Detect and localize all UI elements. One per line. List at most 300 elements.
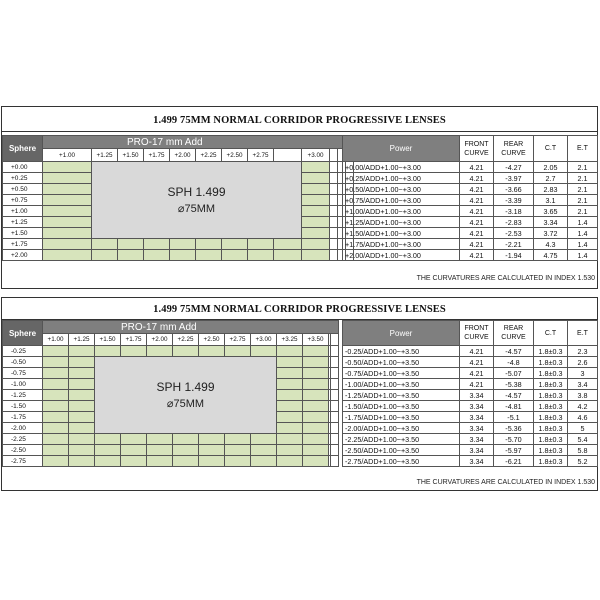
table-row: [343, 357, 598, 368]
rear-curve-value: -5.1: [494, 412, 534, 423]
grid-cell: [303, 390, 329, 401]
grid-cell: [170, 239, 196, 250]
grid-cell: [331, 412, 339, 423]
lens-spec-panel-minus: [1, 297, 598, 491]
add-sphere-grid: [2, 320, 339, 467]
add-column-header: +2.25: [196, 149, 222, 162]
table-row: [343, 368, 598, 379]
edge-thickness-value: 5.2: [568, 456, 598, 467]
power-value: -1.00/ADD+1.00~+3.50: [343, 379, 460, 390]
table-row: [343, 217, 598, 228]
grid-cell: [303, 401, 329, 412]
grid-cell: [144, 250, 170, 261]
edge-thickness-value: 5.4: [568, 434, 598, 445]
grid-cell: [95, 346, 121, 357]
edge-thickness-value: 3.4: [568, 379, 598, 390]
center-thickness-value: 1.8±0.3: [534, 445, 568, 456]
grid-cell: [277, 390, 303, 401]
rear-header: [494, 136, 534, 162]
et-header: [568, 136, 598, 162]
grid-cell: [303, 346, 329, 357]
front-curve-value: 4.21: [460, 173, 494, 184]
table-row: [343, 401, 598, 412]
power-value: -0.75/ADD+1.00~+3.50: [343, 368, 460, 379]
grid-cell: [121, 445, 147, 456]
center-thickness-value: 3.1: [534, 195, 568, 206]
front-curve-value: 4.21: [460, 239, 494, 250]
grid-cell: [43, 401, 69, 412]
table-row: [343, 206, 598, 217]
sphere-value: +1.75: [3, 239, 43, 250]
rear-curve-value: -6.21: [494, 456, 534, 467]
et-header: [568, 321, 598, 346]
center-thickness-value: 1.8±0.3: [534, 379, 568, 390]
power-value: -2.25/ADD+1.00~+3.50: [343, 434, 460, 445]
grid-cell: [43, 445, 69, 456]
grid-cell: [277, 445, 303, 456]
grid-cell: [277, 357, 303, 368]
add-column-header: +1.75: [144, 149, 170, 162]
grid-cell: [277, 401, 303, 412]
table-row: [343, 456, 598, 467]
grid-cell: [330, 162, 338, 173]
grid-cell: [43, 357, 69, 368]
front-curve-value: 3.34: [460, 423, 494, 434]
edge-thickness-value: 2.1: [568, 173, 598, 184]
add-column-header: +3.50: [303, 334, 329, 346]
grid-cell: [43, 239, 92, 250]
front-curve-value: 3.34: [460, 401, 494, 412]
add-column-header: +3.00: [302, 149, 330, 162]
grid-cell: [302, 173, 330, 184]
add-column-header: +2.00: [170, 149, 196, 162]
grid-cell: [251, 456, 277, 467]
grid-cell: [331, 390, 339, 401]
sphere-value: +0.25: [3, 173, 43, 184]
grid-cell: [248, 239, 274, 250]
edge-thickness-value: 2.1: [568, 184, 598, 195]
grid-cell: [331, 357, 339, 368]
grid-cell: [43, 423, 69, 434]
table-row: [343, 162, 598, 173]
sph-box-index: SPH 1.499: [167, 185, 226, 199]
rear-curve-value: -3.66: [494, 184, 534, 195]
add-column-header: +1.00: [43, 334, 69, 346]
grid-cell: [248, 250, 274, 261]
table-row: [343, 250, 598, 261]
power-value: +1.50/ADD+1.00~+3.00: [343, 228, 460, 239]
front-header: [460, 321, 494, 346]
power-value: -1.50/ADD+1.00~+3.50: [343, 401, 460, 412]
et-header-label: E.T: [577, 145, 588, 152]
power-value: +0.25/ADD+1.00~+3.00: [343, 173, 460, 184]
grid-cell: [199, 445, 225, 456]
power-header: Power: [343, 136, 460, 162]
grid-cell: [173, 456, 199, 467]
pro-add-header: [43, 136, 354, 149]
panel-title: 1.499 75MM NORMAL CORRIDOR PROGRESSIVE LENSES: [153, 115, 446, 126]
rear-curve-value: -2.53: [494, 228, 534, 239]
center-thickness-value: 2.7: [534, 173, 568, 184]
grid-cell: [302, 217, 330, 228]
grid-cell: [92, 250, 118, 261]
front-curve-value: 4.21: [460, 217, 494, 228]
grid-cell: [43, 368, 69, 379]
rear-curve-value: -5.07: [494, 368, 534, 379]
grid-cell: [251, 346, 277, 357]
rear-curve-value: -4.27: [494, 162, 534, 173]
grid-cell: [303, 412, 329, 423]
center-thickness-value: 3.65: [534, 206, 568, 217]
front-curve-value: 4.21: [460, 357, 494, 368]
rear-curve-value: -5.70: [494, 434, 534, 445]
grid-cell: [303, 445, 329, 456]
add-column-header: +2.75: [225, 334, 251, 346]
grid-cell: [331, 368, 339, 379]
grid-cell: [43, 250, 92, 261]
front-header-label: FRONT CURVE: [464, 140, 489, 157]
rear-curve-value: -4.57: [494, 390, 534, 401]
grid-cell: [222, 250, 248, 261]
rear-header: [494, 321, 534, 346]
rear-curve-value: -5.38: [494, 379, 534, 390]
power-value: +2.00/ADD+1.00~+3.00: [343, 250, 460, 261]
grid-cell: [43, 162, 92, 173]
sphere-value: +0.50: [3, 184, 43, 195]
rear-curve-value: -4.8: [494, 357, 534, 368]
sphere-value: +1.25: [3, 217, 43, 228]
front-curve-value: 4.21: [460, 250, 494, 261]
sph-box-diameter: ⌀75MM: [166, 398, 205, 410]
grid-cell: [225, 434, 251, 445]
grid-cell: [225, 445, 251, 456]
grid-cell: [121, 346, 147, 357]
front-curve-value: 4.21: [460, 346, 494, 357]
table-row: [343, 346, 598, 357]
sphere-value: -2.25: [3, 434, 43, 445]
grid-cell: [43, 228, 92, 239]
add-column-header: +1.50: [118, 149, 144, 162]
sph-box-diameter: ⌀75MM: [177, 203, 216, 215]
edge-thickness-value: 2.1: [568, 162, 598, 173]
grid-cell: [302, 195, 330, 206]
table-row: [343, 228, 598, 239]
sphere-value: +2.00: [3, 250, 43, 261]
sphere-value: +1.00: [3, 206, 43, 217]
edge-thickness-value: 4.6: [568, 412, 598, 423]
grid-cell: [277, 368, 303, 379]
add-column-header: +1.25: [69, 334, 95, 346]
rear-header-label: REAR CURVE: [501, 325, 526, 341]
add-column-header: +2.25: [173, 334, 199, 346]
front-curve-value: 4.21: [460, 162, 494, 173]
grid-cell: [274, 239, 302, 250]
grid-cell: [69, 379, 95, 390]
center-thickness-value: 4.75: [534, 250, 568, 261]
blank-header-cell: [330, 149, 338, 162]
sphere-value: -1.75: [3, 412, 43, 423]
grid-cell: [277, 412, 303, 423]
grid-cell: [43, 412, 69, 423]
rear-header-label: REAR CURVE: [501, 140, 526, 157]
grid-cell: [118, 239, 144, 250]
front-curve-value: 3.34: [460, 390, 494, 401]
grid-cell: [330, 173, 338, 184]
grid-cell: [121, 456, 147, 467]
grid-cell: [69, 434, 95, 445]
sph-availability-box: [92, 162, 302, 239]
grid-cell: [330, 195, 338, 206]
front-curve-value: 3.34: [460, 412, 494, 423]
grid-cell: [330, 206, 338, 217]
edge-thickness-value: 4.2: [568, 401, 598, 412]
power-header: Power: [343, 321, 460, 346]
table-row: [343, 423, 598, 434]
grid-cell: [173, 445, 199, 456]
front-header: [460, 136, 494, 162]
ct-header: [534, 321, 568, 346]
grid-cell: [225, 456, 251, 467]
ct-header-label: C.T: [544, 145, 557, 152]
grid-cell: [331, 379, 339, 390]
ct-header: [534, 136, 568, 162]
power-value: +0.75/ADD+1.00~+3.00: [343, 195, 460, 206]
grid-cell: [95, 456, 121, 467]
index-note: THE CURVATURES ARE CALCULATED IN INDEX 1.530: [416, 275, 595, 282]
sph-availability-box: [95, 357, 277, 434]
edge-thickness-value: 1.4: [568, 250, 598, 261]
center-thickness-value: 3.72: [534, 228, 568, 239]
grid-cell: [196, 250, 222, 261]
center-thickness-value: 2.05: [534, 162, 568, 173]
grid-cell: [277, 379, 303, 390]
grid-cell: [199, 456, 225, 467]
grid-cell: [173, 434, 199, 445]
rear-curve-value: -1.94: [494, 250, 534, 261]
pro-add-label: PRO-17 mm Add: [127, 136, 203, 148]
front-curve-value: 3.34: [460, 434, 494, 445]
grid-cell: [303, 434, 329, 445]
sphere-value: -1.25: [3, 390, 43, 401]
title-divider: [2, 131, 597, 132]
power-value: +1.75/ADD+1.00~+3.00: [343, 239, 460, 250]
sphere-value: -2.50: [3, 445, 43, 456]
pro-add-header: [43, 321, 339, 334]
grid-cell: [147, 346, 173, 357]
power-value: -2.00/ADD+1.00~+3.50: [343, 423, 460, 434]
grid-cell: [331, 423, 339, 434]
rear-curve-value: -4.81: [494, 401, 534, 412]
center-thickness-value: 1.8±0.3: [534, 434, 568, 445]
lens-spec-table: [342, 135, 598, 261]
add-column-header: +2.00: [147, 334, 173, 346]
table-row: [343, 195, 598, 206]
center-thickness-value: 2.83: [534, 184, 568, 195]
grid-cell: [43, 390, 69, 401]
grid-cell: [69, 456, 95, 467]
grid-cell: [173, 346, 199, 357]
grid-cell: [302, 184, 330, 195]
center-thickness-value: 1.8±0.3: [534, 456, 568, 467]
grid-cell: [118, 250, 144, 261]
add-column-header: +2.50: [199, 334, 225, 346]
grid-cell: [147, 456, 173, 467]
power-value: -2.50/ADD+1.00~+3.50: [343, 445, 460, 456]
sphere-value: -0.25: [3, 346, 43, 357]
grid-cell: [302, 162, 330, 173]
front-curve-value: 3.34: [460, 445, 494, 456]
sphere-value: -0.75: [3, 368, 43, 379]
grid-cell: [69, 390, 95, 401]
add-column-header: +3.00: [251, 334, 277, 346]
grid-cell: [251, 445, 277, 456]
front-header-label: FRONT CURVE: [464, 325, 489, 341]
grid-cell: [69, 445, 95, 456]
grid-cell: [330, 184, 338, 195]
grid-cell: [331, 346, 339, 357]
center-thickness-value: 1.8±0.3: [534, 390, 568, 401]
power-value: -2.75/ADD+1.00~+3.50: [343, 456, 460, 467]
table-row: [343, 445, 598, 456]
table-row: [343, 184, 598, 195]
edge-thickness-value: 1.4: [568, 228, 598, 239]
blank-header-cell: [331, 334, 339, 346]
front-curve-value: 4.21: [460, 228, 494, 239]
power-value: +0.00/ADD+1.00~+3.00: [343, 162, 460, 173]
center-thickness-value: 1.8±0.3: [534, 357, 568, 368]
grid-cell: [147, 434, 173, 445]
sphere-value: -1.50: [3, 401, 43, 412]
grid-cell: [69, 423, 95, 434]
grid-cell: [69, 357, 95, 368]
table-row: [343, 412, 598, 423]
center-thickness-value: 4.3: [534, 239, 568, 250]
grid-cell: [277, 423, 303, 434]
grid-cell: [331, 434, 339, 445]
front-curve-value: 3.34: [460, 456, 494, 467]
power-value: +1.00/ADD+1.00~+3.00: [343, 206, 460, 217]
grid-cell: [331, 401, 339, 412]
front-curve-value: 4.21: [460, 368, 494, 379]
add-column-header: +1.75: [121, 334, 147, 346]
grid-cell: [43, 184, 92, 195]
power-value: -0.25/ADD+1.00~+3.50: [343, 346, 460, 357]
power-value: -1.25/ADD+1.00~+3.50: [343, 390, 460, 401]
grid-cell: [302, 206, 330, 217]
sphere-value: -2.00: [3, 423, 43, 434]
edge-thickness-value: 2.6: [568, 357, 598, 368]
front-curve-value: 4.21: [460, 184, 494, 195]
add-column-header: +1.00: [43, 149, 92, 162]
grid-cell: [43, 346, 69, 357]
rear-curve-value: -3.39: [494, 195, 534, 206]
grid-cell: [43, 173, 92, 184]
edge-thickness-value: 3.8: [568, 390, 598, 401]
add-sphere-grid: [2, 135, 354, 261]
grid-cell: [144, 239, 170, 250]
edge-thickness-value: 2.3: [568, 346, 598, 357]
front-curve-value: 4.21: [460, 206, 494, 217]
power-value: +1.25/ADD+1.00~+3.00: [343, 217, 460, 228]
sphere-value: -0.50: [3, 357, 43, 368]
grid-cell: [303, 423, 329, 434]
sphere-value: -1.00: [3, 379, 43, 390]
edge-thickness-value: 2.1: [568, 195, 598, 206]
grid-cell: [147, 445, 173, 456]
sphere-value: +0.75: [3, 195, 43, 206]
rear-curve-value: -5.97: [494, 445, 534, 456]
grid-cell: [69, 412, 95, 423]
grid-cell: [330, 250, 338, 261]
sphere-value: -2.75: [3, 456, 43, 467]
grid-cell: [302, 239, 330, 250]
edge-thickness-value: 1.4: [568, 239, 598, 250]
edge-thickness-value: 1.4: [568, 217, 598, 228]
add-column-header: +2.50: [222, 149, 248, 162]
grid-cell: [199, 434, 225, 445]
lens-spec-panel-plus: [1, 106, 598, 289]
rear-curve-value: -2.83: [494, 217, 534, 228]
sphere-header: Sphere: [3, 321, 43, 346]
grid-cell: [330, 228, 338, 239]
grid-cell: [303, 357, 329, 368]
add-column-header: +2.75: [248, 149, 274, 162]
grid-cell: [303, 368, 329, 379]
power-value: -1.75/ADD+1.00~+3.50: [343, 412, 460, 423]
center-thickness-value: 3.34: [534, 217, 568, 228]
grid-cell: [69, 346, 95, 357]
grid-cell: [225, 346, 251, 357]
grid-cell: [330, 217, 338, 228]
grid-cell: [43, 217, 92, 228]
grid-cell: [43, 379, 69, 390]
edge-thickness-value: 2.1: [568, 206, 598, 217]
pro-add-label: PRO-17 mm Add: [121, 321, 197, 333]
center-thickness-value: 1.8±0.3: [534, 346, 568, 357]
center-thickness-value: 1.8±0.3: [534, 401, 568, 412]
grid-cell: [222, 239, 248, 250]
power-value: -0.50/ADD+1.00~+3.50: [343, 357, 460, 368]
et-header-label: E.T: [577, 329, 588, 337]
lens-spec-table: [342, 320, 598, 467]
front-curve-value: 4.21: [460, 195, 494, 206]
power-value: +0.50/ADD+1.00~+3.00: [343, 184, 460, 195]
grid-cell: [303, 456, 329, 467]
add-column-header: +3.25: [277, 334, 303, 346]
grid-cell: [303, 379, 329, 390]
grid-cell: [302, 228, 330, 239]
grid-cell: [330, 239, 338, 250]
grid-cell: [92, 239, 118, 250]
table-row: [343, 239, 598, 250]
grid-cell: [302, 250, 330, 261]
ct-header-label: C.T: [544, 329, 557, 337]
table-row: [343, 173, 598, 184]
grid-cell: [274, 250, 302, 261]
grid-cell: [199, 346, 225, 357]
grid-cell: [251, 434, 277, 445]
grid-cell: [331, 456, 339, 467]
rear-curve-value: -2.21: [494, 239, 534, 250]
sphere-value: +1.50: [3, 228, 43, 239]
rear-curve-value: -3.18: [494, 206, 534, 217]
grid-cell: [95, 445, 121, 456]
rear-curve-value: -3.97: [494, 173, 534, 184]
grid-cell: [69, 401, 95, 412]
sphere-header: Sphere: [3, 136, 43, 162]
edge-thickness-value: 5.8: [568, 445, 598, 456]
rear-curve-value: -4.57: [494, 346, 534, 357]
